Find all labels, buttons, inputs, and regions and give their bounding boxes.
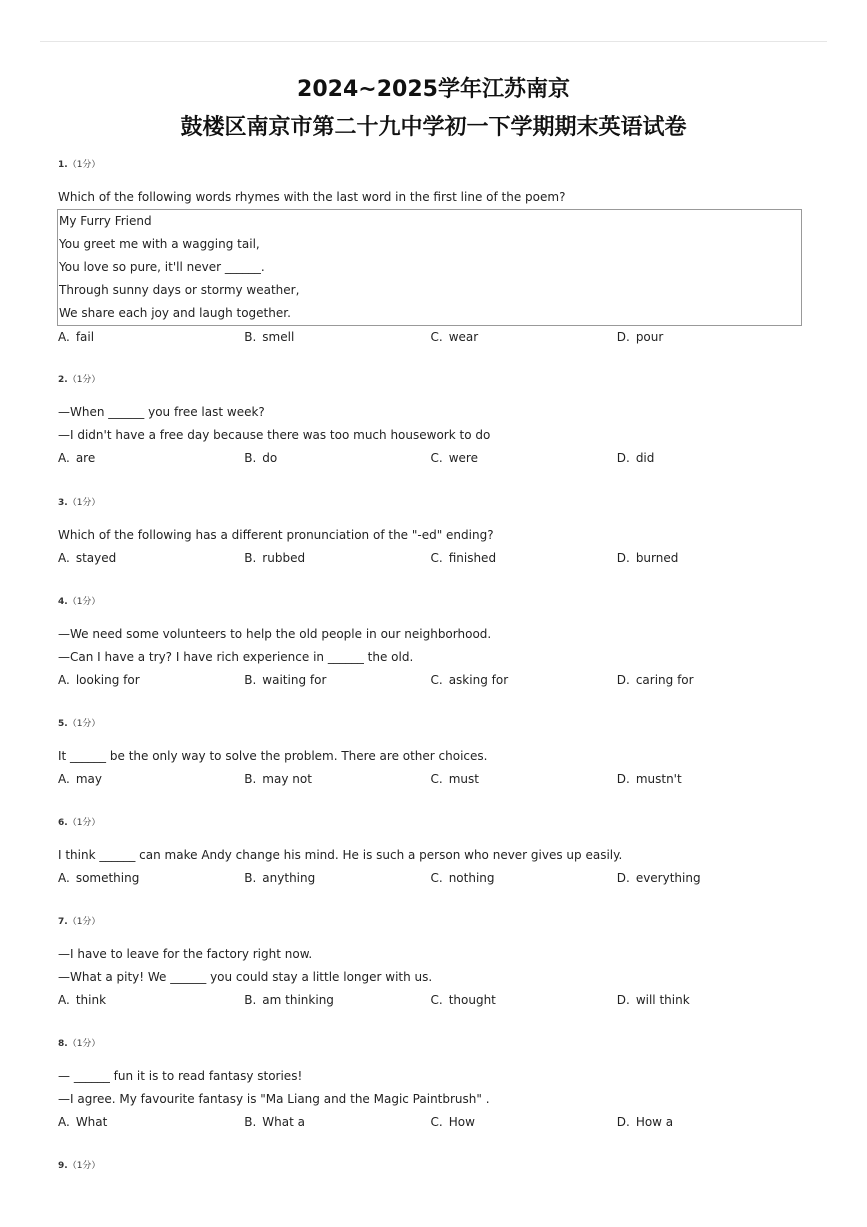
poem-line: You love so pure, it'll never ______. bbox=[59, 260, 265, 274]
question-number: 1.（1分） bbox=[58, 160, 101, 170]
question-stem: —Can I have a try? I have rich experience in ______ the old. bbox=[58, 650, 414, 664]
option-d[interactable]: D. How a bbox=[616, 1115, 674, 1129]
answer-options bbox=[58, 447, 803, 470]
question-stem: —I have to leave for the factory right now. bbox=[58, 947, 313, 961]
question-8 bbox=[58, 1037, 803, 1134]
option-c[interactable]: C. wear bbox=[430, 330, 479, 344]
question-5 bbox=[58, 717, 803, 791]
question-number: 7.（1分） bbox=[58, 917, 101, 927]
option-c[interactable]: C. were bbox=[430, 451, 478, 465]
question-2 bbox=[58, 373, 803, 470]
question-stem: —We need some volunteers to help the old people in our neighborhood. bbox=[58, 627, 492, 641]
option-a[interactable]: A. are bbox=[58, 451, 96, 465]
option-b[interactable]: B. rubbed bbox=[244, 551, 306, 565]
question-4 bbox=[58, 595, 803, 692]
poem-line: Through sunny days or stormy weather, bbox=[59, 283, 300, 297]
option-c[interactable]: C. finished bbox=[430, 551, 497, 565]
option-c[interactable]: C. How bbox=[430, 1115, 475, 1129]
option-b[interactable]: B. am thinking bbox=[244, 993, 334, 1007]
option-a[interactable]: A. looking for bbox=[58, 673, 140, 687]
question-number: 5.（1分） bbox=[58, 719, 101, 729]
question-number: 8.（1分） bbox=[58, 1039, 101, 1049]
option-d[interactable]: D. pour bbox=[616, 330, 664, 344]
option-c[interactable]: C. thought bbox=[430, 993, 496, 1007]
poem-line: My Furry Friend bbox=[59, 214, 152, 228]
question-number: 4.（1分） bbox=[58, 597, 101, 607]
question-number: 2.（1分） bbox=[58, 375, 101, 385]
question-7 bbox=[58, 915, 803, 1012]
option-a[interactable]: A. What bbox=[58, 1115, 108, 1129]
question-stem: — ______ fun it is to read fantasy stories! bbox=[58, 1069, 303, 1083]
option-a[interactable]: A. may bbox=[58, 772, 102, 786]
question-stem: Which of the following words rhymes with the last word in the first line of the poem? bbox=[58, 190, 566, 204]
option-a[interactable]: A. fail bbox=[58, 330, 95, 344]
question-3 bbox=[58, 496, 803, 570]
option-b[interactable]: B. What a bbox=[244, 1115, 305, 1129]
exam-title-line2: 鼓楼区南京市第二十九中学初一下学期期末英语试卷 bbox=[180, 115, 687, 140]
option-b[interactable]: B. may not bbox=[244, 772, 312, 786]
option-a[interactable]: A. stayed bbox=[58, 551, 117, 565]
question-number: 9.（1分） bbox=[58, 1161, 101, 1171]
answer-options bbox=[58, 1111, 803, 1134]
option-c[interactable]: C. must bbox=[430, 772, 479, 786]
option-d[interactable]: D. will think bbox=[616, 993, 690, 1007]
option-c[interactable]: C. asking for bbox=[430, 673, 509, 687]
option-d[interactable]: D. mustn't bbox=[616, 772, 682, 786]
question-stem: —What a pity! We ______ you could stay a little longer with us. bbox=[58, 970, 433, 984]
question-stem: —I didn't have a free day because there was too much housework to do bbox=[58, 428, 491, 442]
question-number: 6.（1分） bbox=[58, 818, 101, 828]
poem-line: You greet me with a wagging tail, bbox=[59, 237, 260, 251]
question-9 bbox=[58, 1159, 803, 1173]
option-b[interactable]: B. smell bbox=[244, 330, 295, 344]
option-b[interactable]: B. do bbox=[244, 451, 278, 465]
question-6 bbox=[58, 816, 803, 890]
option-d[interactable]: D. did bbox=[616, 451, 655, 465]
answer-options bbox=[58, 768, 803, 791]
option-b[interactable]: B. anything bbox=[244, 871, 316, 885]
question-stem: It ______ be the only way to solve the problem. There are other choices. bbox=[58, 749, 488, 763]
question-stem: —When ______ you free last week? bbox=[58, 405, 265, 419]
option-a[interactable]: A. think bbox=[58, 993, 107, 1007]
answer-options bbox=[58, 326, 803, 349]
option-d[interactable]: D. burned bbox=[616, 551, 679, 565]
exam-title-line1: 2024~2025学年江苏南京 bbox=[297, 77, 570, 102]
question-stem: —I agree. My favourite fantasy is "Ma Liang and the Magic Paintbrush" . bbox=[58, 1092, 490, 1106]
option-d[interactable]: D. everything bbox=[616, 871, 701, 885]
answer-options bbox=[58, 547, 803, 570]
answer-options bbox=[58, 669, 803, 692]
top-divider bbox=[40, 41, 827, 42]
poem-line: We share each joy and laugh together. bbox=[59, 306, 291, 320]
answer-options bbox=[58, 867, 803, 890]
question-1 bbox=[58, 158, 803, 349]
option-c[interactable]: C. nothing bbox=[430, 871, 495, 885]
poem-box bbox=[57, 209, 802, 326]
option-a[interactable]: A. something bbox=[58, 871, 140, 885]
question-stem: I think ______ can make Andy change his mind. He is such a person who never gives up easily. bbox=[58, 848, 623, 862]
question-stem: Which of the following has a different pronunciation of the "-ed" ending? bbox=[58, 528, 494, 542]
option-d[interactable]: D. caring for bbox=[616, 673, 694, 687]
option-b[interactable]: B. waiting for bbox=[244, 673, 327, 687]
question-number: 3.（1分） bbox=[58, 498, 101, 508]
answer-options bbox=[58, 989, 803, 1012]
